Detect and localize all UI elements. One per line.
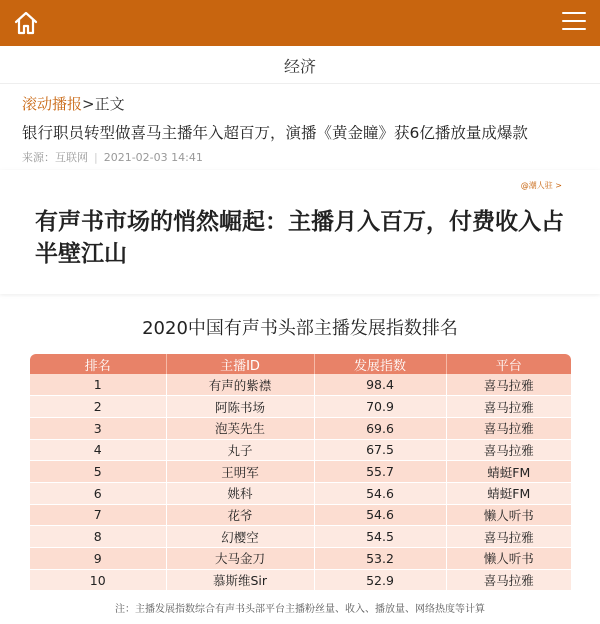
column-header-platform: 平台	[446, 354, 571, 374]
cell-platform: 懒人听书	[446, 504, 571, 526]
cell-anchor-id: 阿陈书场	[166, 396, 314, 418]
breadcrumb	[22, 93, 125, 114]
article-headline: 银行职员转型做喜马主播年入超百万，演播《黄金瞳》获6亿播放量成爆款	[22, 124, 528, 142]
article-source: 来源：互联网	[22, 151, 88, 164]
table-row	[30, 417, 571, 439]
cell-index: 54.6	[314, 482, 446, 504]
ranking-table	[30, 354, 571, 591]
cell-anchor-id: 幻樱空	[166, 526, 314, 548]
cell-rank: 7	[30, 504, 166, 526]
menu-button[interactable]	[562, 12, 586, 34]
hamburger-menu-icon	[562, 12, 586, 14]
cell-anchor-id: 慕斯维Sir	[166, 569, 314, 591]
hamburger-menu-line	[562, 20, 586, 22]
cell-index: 54.6	[314, 504, 446, 526]
hero-banner	[0, 170, 600, 294]
hero-tag[interactable]: @潮人驻 >	[520, 181, 562, 190]
cell-rank: 3	[30, 417, 166, 439]
meta-separator: |	[94, 151, 98, 164]
cell-rank: 9	[30, 548, 166, 570]
cell-rank: 5	[30, 461, 166, 483]
table-row	[30, 461, 571, 483]
cell-index: 54.5	[314, 526, 446, 548]
table-row	[30, 482, 571, 504]
table-row	[30, 569, 571, 591]
divider	[0, 83, 600, 84]
cell-platform: 喜马拉雅	[446, 439, 571, 461]
cell-index: 67.5	[314, 439, 446, 461]
table-row	[30, 526, 571, 548]
cell-index: 69.6	[314, 417, 446, 439]
table-row	[30, 439, 571, 461]
cell-index: 52.9	[314, 569, 446, 591]
cell-index: 70.9	[314, 396, 446, 418]
cell-platform: 喜马拉雅	[446, 374, 571, 396]
cell-index: 98.4	[314, 374, 446, 396]
home-icon	[12, 9, 40, 37]
cell-anchor-id: 有声的紫襟	[166, 374, 314, 396]
hamburger-menu-line	[562, 28, 586, 30]
cell-platform: 喜马拉雅	[446, 396, 571, 418]
cell-rank: 10	[30, 569, 166, 591]
column-header-rank: 排名	[30, 354, 166, 374]
cell-anchor-id: 姚科	[166, 482, 314, 504]
table-row	[30, 396, 571, 418]
cell-rank: 2	[30, 396, 166, 418]
breadcrumb-current: 正文	[94, 95, 125, 113]
cell-rank: 4	[30, 439, 166, 461]
breadcrumb-separator: >	[82, 95, 95, 113]
home-button[interactable]	[12, 9, 40, 37]
cell-platform: 蜻蜓FM	[446, 461, 571, 483]
cell-anchor-id: 丸子	[166, 439, 314, 461]
cell-index: 55.7	[314, 461, 446, 483]
column-header-index: 发展指数	[314, 354, 446, 374]
article-meta	[22, 149, 203, 165]
top-bar	[0, 0, 600, 46]
cell-platform: 喜马拉雅	[446, 526, 571, 548]
cell-platform: 懒人听书	[446, 548, 571, 570]
table-row	[30, 374, 571, 396]
cell-platform: 喜马拉雅	[446, 569, 571, 591]
cell-anchor-id: 王明军	[166, 461, 314, 483]
cell-anchor-id: 泡芙先生	[166, 417, 314, 439]
table-title: 2020中国有声书头部主播发展指数排名	[142, 318, 458, 339]
table-row	[30, 548, 571, 570]
cell-anchor-id: 花爷	[166, 504, 314, 526]
column-header-anchor-id: 主播ID	[166, 354, 314, 374]
hero-title: 有声书市场的悄然崛起：主播月入百万，付费收入占半壁江山	[35, 209, 564, 267]
table-row	[30, 504, 571, 526]
cell-platform: 喜马拉雅	[446, 417, 571, 439]
cell-rank: 6	[30, 482, 166, 504]
article-datetime: 2021-02-03 14:41	[103, 151, 203, 164]
cell-rank: 1	[30, 374, 166, 396]
section-title: 经济	[283, 57, 316, 76]
cell-anchor-id: 大马金刀	[166, 548, 314, 570]
cell-platform: 蜻蜓FM	[446, 482, 571, 504]
cell-index: 53.2	[314, 548, 446, 570]
table-header-row	[30, 354, 571, 374]
cell-rank: 8	[30, 526, 166, 548]
breadcrumb-link-rolling-news[interactable]: 滚动播报	[22, 95, 83, 113]
table-footnote: 注：主播发展指数综合有声书头部平台主播粉丝量、收入、播放量、网络热度等计算	[115, 604, 485, 615]
